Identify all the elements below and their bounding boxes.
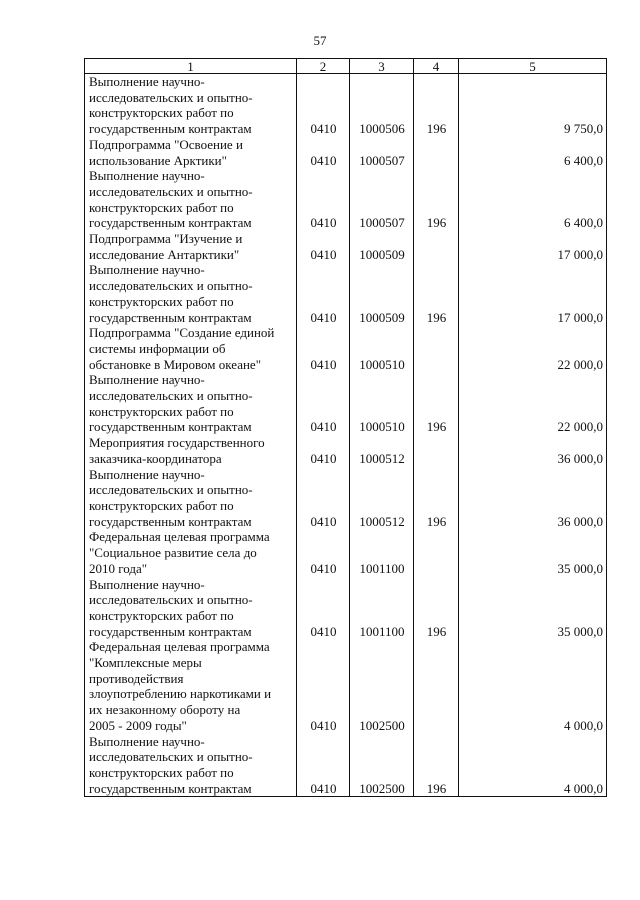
- section-code: 0410: [297, 74, 350, 137]
- table-row: [85, 734, 607, 797]
- amount: 22 000,0: [459, 372, 607, 435]
- item-name: Выполнение научно- исследовательских и опытно- конструкторских работ по государственным контрактам: [85, 168, 297, 231]
- item-name: Мероприятия государственного заказчика-координатора: [85, 435, 297, 466]
- target-article-code: 1000510: [350, 372, 414, 435]
- item-name: Подпрограмма "Создание единой системы информации об обстановке в Мировом океане": [85, 325, 297, 372]
- amount: 9 750,0: [459, 74, 607, 137]
- item-name: Выполнение научно- исследовательских и опытно- конструкторских работ по государственным контрактам: [85, 467, 297, 530]
- target-article-code: 1000506: [350, 74, 414, 137]
- expense-type-code: [414, 529, 459, 576]
- expense-type-code: 196: [414, 168, 459, 231]
- column-header-amount: 5: [459, 59, 607, 74]
- section-code: 0410: [297, 262, 350, 325]
- target-article-code: 1000509: [350, 262, 414, 325]
- table-row: [85, 372, 607, 435]
- section-code: 0410: [297, 435, 350, 466]
- target-article-code: 1000512: [350, 435, 414, 466]
- section-code: 0410: [297, 168, 350, 231]
- item-name: Подпрограмма "Изучение и исследование Антарктики": [85, 231, 297, 262]
- target-article-code: 1001100: [350, 577, 414, 640]
- item-name: Федеральная целевая программа "Комплексные меры противодействия злоупотреблению наркотиками и их незаконному обороту на 2005 - 2009 годы": [85, 639, 297, 733]
- target-article-code: 1002500: [350, 734, 414, 797]
- amount: 35 000,0: [459, 529, 607, 576]
- amount: 36 000,0: [459, 467, 607, 530]
- target-article-code: 1002500: [350, 639, 414, 733]
- amount: 4 000,0: [459, 639, 607, 733]
- column-header-section: 2: [297, 59, 350, 74]
- table-row: [85, 577, 607, 640]
- expense-type-code: 196: [414, 734, 459, 797]
- target-article-code: 1000509: [350, 231, 414, 262]
- amount: 4 000,0: [459, 734, 607, 797]
- target-article-code: 1000507: [350, 137, 414, 168]
- amount: 17 000,0: [459, 231, 607, 262]
- expense-type-code: [414, 231, 459, 262]
- table-row: [85, 325, 607, 372]
- table-row: [85, 137, 607, 168]
- page-number: 57: [313, 33, 327, 48]
- column-header-expense-type: 4: [414, 59, 459, 74]
- column-header-target-article: 3: [350, 59, 414, 74]
- table-row: [85, 231, 607, 262]
- table-row: [85, 467, 607, 530]
- section-code: 0410: [297, 467, 350, 530]
- expense-type-code: [414, 325, 459, 372]
- section-code: 0410: [297, 372, 350, 435]
- expense-type-code: [414, 137, 459, 168]
- target-article-code: 1000510: [350, 325, 414, 372]
- target-article-code: 1000512: [350, 467, 414, 530]
- amount: 6 400,0: [459, 168, 607, 231]
- table-row: [85, 529, 607, 576]
- column-header-name: 1: [85, 59, 297, 74]
- expense-type-code: [414, 435, 459, 466]
- table-header-row: [85, 59, 607, 74]
- amount: 17 000,0: [459, 262, 607, 325]
- amount: 35 000,0: [459, 577, 607, 640]
- table-row: [85, 74, 607, 137]
- section-code: 0410: [297, 577, 350, 640]
- item-name: Выполнение научно- исследовательских и опытно- конструкторских работ по государственным контрактам: [85, 74, 297, 137]
- expense-type-code: 196: [414, 577, 459, 640]
- section-code: 0410: [297, 734, 350, 797]
- table-row: [85, 262, 607, 325]
- item-name: Подпрограмма "Освоение и использование Арктики": [85, 137, 297, 168]
- table-row: [85, 168, 607, 231]
- target-article-code: 1000507: [350, 168, 414, 231]
- item-name: Выполнение научно- исследовательских и опытно- конструкторских работ по государственным контрактам: [85, 577, 297, 640]
- expense-type-code: 196: [414, 74, 459, 137]
- expense-type-code: 196: [414, 467, 459, 530]
- expense-type-code: 196: [414, 372, 459, 435]
- item-name: Выполнение научно- исследовательских и опытно- конструкторских работ по государственным контрактам: [85, 372, 297, 435]
- expense-type-code: 196: [414, 262, 459, 325]
- section-code: 0410: [297, 529, 350, 576]
- section-code: 0410: [297, 231, 350, 262]
- target-article-code: 1001100: [350, 529, 414, 576]
- item-name: Выполнение научно- исследовательских и опытно- конструкторских работ по государственным контрактам: [85, 734, 297, 797]
- budget-table: [84, 58, 607, 797]
- section-code: 0410: [297, 137, 350, 168]
- expense-type-code: [414, 639, 459, 733]
- amount: 6 400,0: [459, 137, 607, 168]
- amount: 36 000,0: [459, 435, 607, 466]
- amount: 22 000,0: [459, 325, 607, 372]
- section-code: 0410: [297, 325, 350, 372]
- section-code: 0410: [297, 639, 350, 733]
- table-row: [85, 435, 607, 466]
- item-name: Федеральная целевая программа "Социальное развитие села до 2010 года": [85, 529, 297, 576]
- item-name: Выполнение научно- исследовательских и опытно- конструкторских работ по государственным контрактам: [85, 262, 297, 325]
- table-row: [85, 639, 607, 733]
